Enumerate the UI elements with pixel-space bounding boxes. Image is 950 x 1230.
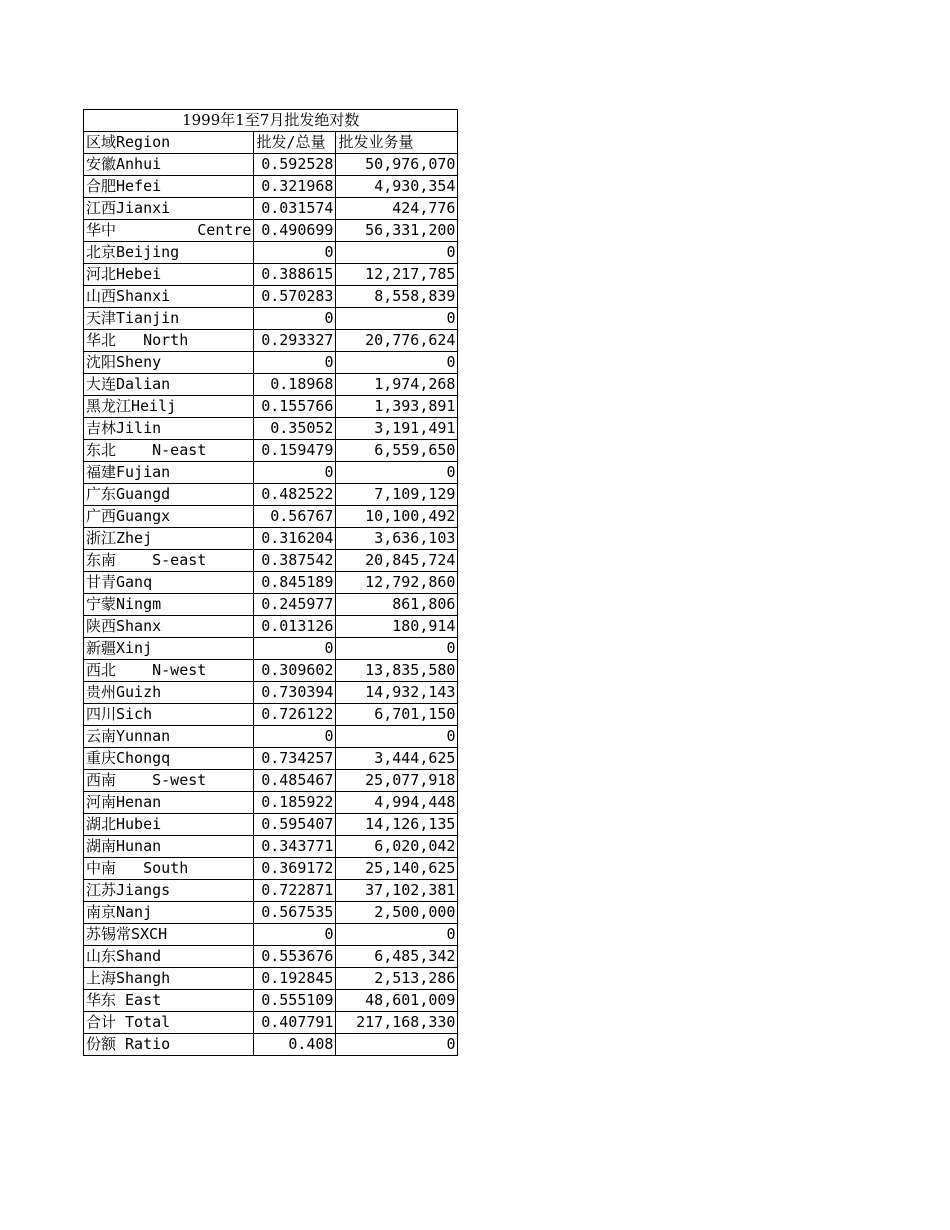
cell-ratio: 0 — [254, 462, 336, 484]
cell-volume: 6,485,342 — [336, 946, 458, 968]
cell-region: 河南Henan — [84, 792, 254, 814]
table-row — [84, 924, 458, 946]
table-row — [84, 418, 458, 440]
title-row — [84, 110, 458, 132]
cell-ratio: 0.490699 — [254, 220, 336, 242]
table-row — [84, 572, 458, 594]
cell-volume: 13,835,580 — [336, 660, 458, 682]
table-row — [84, 814, 458, 836]
table-row — [84, 506, 458, 528]
cell-region: 黑龙江Heilj — [84, 396, 254, 418]
cell-ratio: 0.485467 — [254, 770, 336, 792]
cell-ratio: 0.18968 — [254, 374, 336, 396]
cell-ratio: 0 — [254, 726, 336, 748]
table-row — [84, 704, 458, 726]
cell-volume: 1,974,268 — [336, 374, 458, 396]
cell-ratio: 0.013126 — [254, 616, 336, 638]
table-row — [84, 264, 458, 286]
cell-volume: 3,191,491 — [336, 418, 458, 440]
cell-volume: 4,930,354 — [336, 176, 458, 198]
cell-volume: 424,776 — [336, 198, 458, 220]
cell-region: 中南 South — [84, 858, 254, 880]
cell-region: 山西Shanxi — [84, 286, 254, 308]
cell-volume: 1,393,891 — [336, 396, 458, 418]
cell-region: 天津Tianjin — [84, 308, 254, 330]
data-table — [83, 109, 458, 1056]
table-row — [84, 550, 458, 572]
cell-volume: 0 — [336, 308, 458, 330]
cell-volume: 0 — [336, 924, 458, 946]
cell-volume: 0 — [336, 726, 458, 748]
table-row — [84, 220, 458, 242]
cell-region: 甘青Ganq — [84, 572, 254, 594]
cell-ratio: 0.159479 — [254, 440, 336, 462]
cell-volume: 6,559,650 — [336, 440, 458, 462]
cell-volume: 50,976,070 — [336, 154, 458, 176]
table-row — [84, 286, 458, 308]
table-row — [84, 968, 458, 990]
cell-region: 江苏Jiangs — [84, 880, 254, 902]
table-row — [84, 1012, 458, 1034]
cell-volume: 861,806 — [336, 594, 458, 616]
cell-region: 西北 N-west — [84, 660, 254, 682]
cell-region: 湖南Hunan — [84, 836, 254, 858]
table-row — [84, 242, 458, 264]
cell-region: 东南 S-east — [84, 550, 254, 572]
cell-ratio: 0.553676 — [254, 946, 336, 968]
cell-region: 浙江Zhej — [84, 528, 254, 550]
table-row — [84, 682, 458, 704]
table-row — [84, 902, 458, 924]
cell-ratio: 0.845189 — [254, 572, 336, 594]
cell-region: 安徽Anhui — [84, 154, 254, 176]
cell-region: 湖北Hubei — [84, 814, 254, 836]
cell-ratio: 0 — [254, 352, 336, 374]
cell-ratio: 0.321968 — [254, 176, 336, 198]
cell-region: 吉林Jilin — [84, 418, 254, 440]
cell-volume: 12,792,860 — [336, 572, 458, 594]
cell-ratio: 0.56767 — [254, 506, 336, 528]
header-region: 区域Region — [84, 132, 254, 154]
cell-volume: 2,513,286 — [336, 968, 458, 990]
cell-region: 东北 N-east — [84, 440, 254, 462]
cell-volume: 25,140,625 — [336, 858, 458, 880]
table-row — [84, 880, 458, 902]
cell-volume: 3,444,625 — [336, 748, 458, 770]
cell-ratio: 0 — [254, 308, 336, 330]
cell-volume: 14,932,143 — [336, 682, 458, 704]
cell-region: 宁蒙Ningm — [84, 594, 254, 616]
cell-region: 沈阳Sheny — [84, 352, 254, 374]
cell-ratio: 0.734257 — [254, 748, 336, 770]
cell-ratio: 0 — [254, 638, 336, 660]
cell-ratio: 0.595407 — [254, 814, 336, 836]
table-row — [84, 352, 458, 374]
cell-region: 南京Nanj — [84, 902, 254, 924]
cell-region: 山东Shand — [84, 946, 254, 968]
cell-ratio: 0.482522 — [254, 484, 336, 506]
cell-ratio: 0.192845 — [254, 968, 336, 990]
cell-volume: 4,994,448 — [336, 792, 458, 814]
table-row — [84, 462, 458, 484]
table-row — [84, 528, 458, 550]
cell-volume: 25,077,918 — [336, 770, 458, 792]
cell-volume: 6,020,042 — [336, 836, 458, 858]
cell-volume: 56,331,200 — [336, 220, 458, 242]
cell-ratio: 0.245977 — [254, 594, 336, 616]
cell-volume: 0 — [336, 1034, 458, 1056]
cell-ratio: 0.031574 — [254, 198, 336, 220]
table-row — [84, 154, 458, 176]
cell-ratio: 0 — [254, 924, 336, 946]
table-row — [84, 484, 458, 506]
cell-volume: 0 — [336, 352, 458, 374]
cell-region: 华东 East — [84, 990, 254, 1012]
cell-volume: 8,558,839 — [336, 286, 458, 308]
cell-region: 河北Hebei — [84, 264, 254, 286]
cell-ratio: 0.722871 — [254, 880, 336, 902]
cell-region: 重庆Chongq — [84, 748, 254, 770]
cell-ratio: 0.309602 — [254, 660, 336, 682]
table-row — [84, 176, 458, 198]
cell-ratio: 0.316204 — [254, 528, 336, 550]
cell-volume: 12,217,785 — [336, 264, 458, 286]
table-row — [84, 660, 458, 682]
cell-ratio: 0.555109 — [254, 990, 336, 1012]
cell-region: 广西Guangx — [84, 506, 254, 528]
cell-region: 华中 Centre — [84, 220, 254, 242]
cell-region: 云南Yunnan — [84, 726, 254, 748]
cell-volume: 48,601,009 — [336, 990, 458, 1012]
cell-ratio: 0.185922 — [254, 792, 336, 814]
cell-ratio: 0.293327 — [254, 330, 336, 352]
cell-ratio: 0.155766 — [254, 396, 336, 418]
cell-region: 华北 North — [84, 330, 254, 352]
cell-region: 四川Sich — [84, 704, 254, 726]
cell-ratio: 0.726122 — [254, 704, 336, 726]
cell-volume: 20,845,724 — [336, 550, 458, 572]
cell-volume: 0 — [336, 242, 458, 264]
cell-region: 陕西Shanx — [84, 616, 254, 638]
cell-volume: 3,636,103 — [336, 528, 458, 550]
table-row — [84, 330, 458, 352]
table-row — [84, 198, 458, 220]
cell-region: 大连Dalian — [84, 374, 254, 396]
cell-region: 份额 Ratio — [84, 1034, 254, 1056]
cell-region: 西南 S-west — [84, 770, 254, 792]
cell-region: 合计 Total — [84, 1012, 254, 1034]
cell-ratio: 0.343771 — [254, 836, 336, 858]
table-row — [84, 792, 458, 814]
cell-volume: 180,914 — [336, 616, 458, 638]
cell-volume: 20,776,624 — [336, 330, 458, 352]
cell-volume: 0 — [336, 462, 458, 484]
cell-volume: 37,102,381 — [336, 880, 458, 902]
cell-region: 北京Beijing — [84, 242, 254, 264]
cell-ratio: 0.592528 — [254, 154, 336, 176]
cell-volume: 6,701,150 — [336, 704, 458, 726]
table-row — [84, 374, 458, 396]
table-row — [84, 990, 458, 1012]
cell-ratio: 0.369172 — [254, 858, 336, 880]
cell-ratio: 0.35052 — [254, 418, 336, 440]
cell-region: 新疆Xinj — [84, 638, 254, 660]
cell-volume: 0 — [336, 638, 458, 660]
cell-volume: 2,500,000 — [336, 902, 458, 924]
cell-ratio: 0.387542 — [254, 550, 336, 572]
cell-region: 贵州Guizh — [84, 682, 254, 704]
cell-volume: 217,168,330 — [336, 1012, 458, 1034]
table-row — [84, 836, 458, 858]
table-row — [84, 440, 458, 462]
cell-region: 苏锡常SXCH — [84, 924, 254, 946]
table-row — [84, 1034, 458, 1056]
cell-region: 广东Guangd — [84, 484, 254, 506]
table-row — [84, 616, 458, 638]
cell-ratio: 0.730394 — [254, 682, 336, 704]
cell-ratio: 0.388615 — [254, 264, 336, 286]
table-row — [84, 594, 458, 616]
cell-region: 福建Fujian — [84, 462, 254, 484]
cell-volume: 10,100,492 — [336, 506, 458, 528]
cell-volume: 14,126,135 — [336, 814, 458, 836]
table-row — [84, 770, 458, 792]
table-row — [84, 946, 458, 968]
cell-ratio: 0.570283 — [254, 286, 336, 308]
header-volume: 批发业务量 — [336, 132, 458, 154]
table-row — [84, 396, 458, 418]
cell-ratio: 0.407791 — [254, 1012, 336, 1034]
table-row — [84, 308, 458, 330]
header-row — [84, 132, 458, 154]
cell-ratio: 0.567535 — [254, 902, 336, 924]
table-title: 1999年1至7月批发绝对数 — [84, 110, 458, 132]
table-row — [84, 748, 458, 770]
cell-ratio: 0.408 — [254, 1034, 336, 1056]
cell-ratio: 0 — [254, 242, 336, 264]
cell-region: 江西Jianxi — [84, 198, 254, 220]
table-row — [84, 638, 458, 660]
cell-volume: 7,109,129 — [336, 484, 458, 506]
cell-region: 合肥Hefei — [84, 176, 254, 198]
header-ratio: 批发/总量 — [254, 132, 336, 154]
table-row — [84, 726, 458, 748]
cell-region: 上海Shangh — [84, 968, 254, 990]
table-row — [84, 858, 458, 880]
